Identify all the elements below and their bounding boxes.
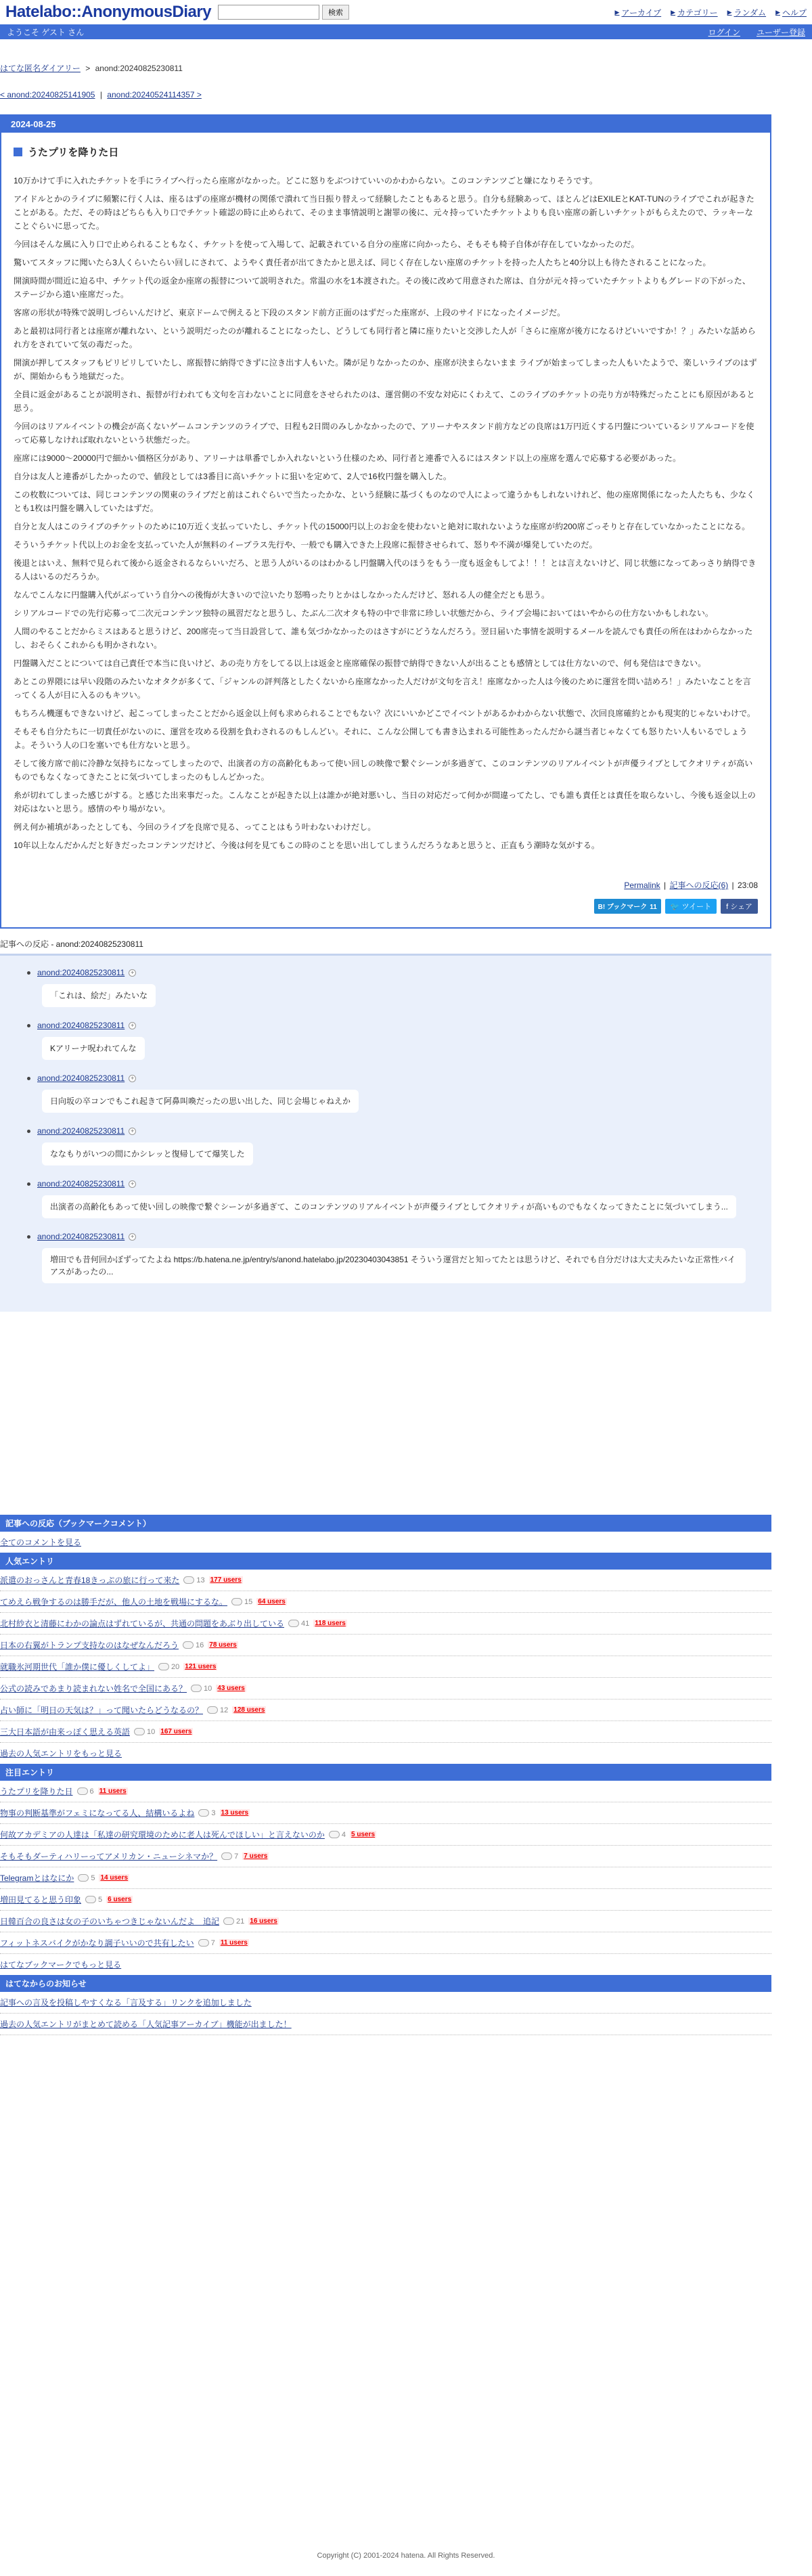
entry-link[interactable]: 記事への言及を投稿しやすくなる「言及する」リンクを追加しました [0, 1998, 252, 2007]
users-badge[interactable]: 167 users [160, 1728, 192, 1735]
site-header [0, 0, 812, 24]
entry-paragraph: 開演時間が間近に迫る中、チケット代の返金か座席の振替について説明された。常温の水を1本渡された。その後に改めて用意された席は、自分が元々持っていたチケットよりもグレードの下がった、ステージから遠い座席だった。 [14, 276, 751, 299]
reaction-item [12, 1232, 759, 1283]
speech-bubble-icon [85, 1896, 96, 1903]
prev-next-sep: | [99, 90, 102, 99]
entry-link[interactable]: 日韓百合の良さは女の子のいちゃつきじゃないんだよ 追記 [0, 1917, 220, 1926]
comment-count[interactable] [191, 1685, 212, 1693]
entry-link[interactable]: うたプリを降りた日 [0, 1787, 73, 1796]
entry-paragraph: 後退とはいえ、無料で見られて後から返金されるならいいだろ、と思う人がいるのはわかるし円盤購入代のほうをもう一度も返金もしてよ！！！とは言えないけど、同じ状態になってあっさり納得できる人はいるのだろうか。 [14, 558, 757, 581]
reactions-label: 記事への反応 - anond:20240825230811 [0, 939, 143, 949]
entry-link[interactable]: 三大日本語が由来っぽく思える英語 [0, 1727, 131, 1737]
reaction-link[interactable]: anond:20240825230811 [37, 968, 125, 977]
speech-bubble-icon [288, 1620, 299, 1627]
users-badge[interactable]: 177 users [210, 1576, 242, 1584]
permalink[interactable]: Permalink [624, 881, 660, 890]
comment-count[interactable] [198, 1809, 215, 1817]
bullet-icon [27, 1182, 30, 1186]
bookmark-label: B! ブックマーク [597, 904, 648, 911]
hatena-bookmark-button[interactable] [594, 899, 661, 914]
comment-count[interactable] [78, 1874, 95, 1882]
notable-more-row [0, 1954, 771, 1975]
comment-count[interactable] [223, 1917, 244, 1926]
comment-count[interactable] [231, 1598, 252, 1606]
entry-date: 2024-08-25 [1, 116, 770, 133]
entry-paragraph: 10年以上なんだかんだと好きだったコンテンツだけど、今後は何を見てもこの時のことを思い出してしまうんだろうなあと思うと、正直もう潮時な気がする。 [14, 841, 600, 850]
notable-list [0, 1781, 771, 1954]
reaction-item [12, 968, 759, 1007]
reaction-header [12, 1073, 759, 1083]
arrow-right-icon: ▶ [775, 8, 780, 16]
comment-count-value: 6 [89, 1787, 94, 1796]
list-item [0, 1656, 771, 1678]
entry-link[interactable]: 日本の右翼がトランプ支持なのはなぜなんだろう [0, 1641, 179, 1650]
search-box [218, 5, 349, 20]
list-item [0, 1781, 771, 1802]
reaction-text: Kアリーナ呪われてんな [42, 1037, 145, 1060]
popular-list [0, 1570, 771, 1743]
entry-link[interactable]: 増田見てると思う印象 [0, 1895, 82, 1905]
popular-more-row [0, 1743, 771, 1764]
breadcrumb-current: anond:20240825230811 [95, 64, 183, 73]
bullet-icon [27, 1024, 30, 1027]
comment-count-value: 15 [244, 1597, 253, 1606]
comment-count-value: 4 [341, 1830, 346, 1839]
entry-link[interactable]: てめえら戦争するのは勝手だが、他人の土地を戦場にするな。 [0, 1597, 228, 1607]
users-badge[interactable]: 64 users [258, 1598, 286, 1605]
tweet-label: ツイート [681, 903, 712, 911]
list-item [0, 1802, 771, 1824]
notable-more-link[interactable]: はてなブックマークでもっと見る [0, 1960, 122, 1970]
comment-count-value: 10 [204, 1684, 212, 1693]
login-link[interactable]: ログイン [708, 27, 740, 37]
entry-paragraph: 全員に返金があることが説明され、振替が行われても文句を言わないことに同意をさせられたのは、運営側の不安な対応にくわえて、このライブのチケットの売り方が特殊だったことにも原因があると思う。 [14, 390, 755, 413]
expand-icon[interactable]: + [129, 1233, 136, 1241]
list-item [0, 1591, 771, 1613]
nav-help-label: ヘルプ [782, 7, 807, 18]
speech-bubble-icon [231, 1598, 242, 1605]
entry-link[interactable]: フィットネスバイクがかなり調子いいので共有したい [0, 1938, 194, 1948]
speech-bubble-icon [78, 1874, 89, 1882]
comment-count-value: 10 [147, 1727, 156, 1736]
entry-link[interactable]: 就職氷河期世代「誰か僕に優しくしてよ」 [0, 1662, 155, 1672]
users-badge[interactable]: 5 users [351, 1831, 376, 1838]
all-comments-row [0, 1532, 771, 1553]
prev-next-nav [0, 90, 771, 99]
entry-paragraph: 今回はそんな風に入り口で止められることもなく、チケットを使って入場して、記載されている自分の座席に向かったら、そもそも椅子自体が存在していなかったのだ。 [14, 240, 639, 249]
speech-bubble-icon [207, 1706, 218, 1714]
bullet-icon [27, 1130, 30, 1133]
title-square-icon [14, 148, 22, 156]
speech-bubble-icon [191, 1685, 202, 1692]
popular-more-link[interactable]: 過去の人気エントリをもっと見る [0, 1749, 122, 1758]
top-nav [615, 7, 807, 18]
comment-count[interactable] [158, 1663, 179, 1671]
comment-count-value: 5 [98, 1895, 103, 1904]
entry-link[interactable]: 公式の読みであまり読まれない姓名で全国にある？ [0, 1684, 187, 1693]
comment-count[interactable] [77, 1787, 94, 1796]
expand-icon[interactable]: + [129, 1075, 136, 1082]
nav-help[interactable] [775, 7, 807, 18]
entry-link[interactable]: 何故アカデミアの人達は「私達の研究環境のために老人は死んでほしい」と言えないのか [0, 1830, 325, 1840]
expand-icon[interactable]: + [129, 1022, 136, 1029]
comment-count-value: 12 [220, 1706, 229, 1714]
reactions-link[interactable]: 記事への反応(6) [669, 881, 729, 890]
nav-archive[interactable] [615, 7, 662, 18]
entry-paragraph: 糸が切れてしまった感じがする。と感じた出来事だった。こんなことが起きた以上は誰かが絶対悪いし、当日の対応だって何かが間違ってたし、でも誰も責任とは責任を取らないし、今後も返金以上の対応はないと思う。感情のやり場がない。 [14, 791, 756, 814]
footer: Copyright (C) 2001-2024 hatena. All Rights Reserved. [317, 2552, 495, 2560]
users-badge[interactable]: 128 users [233, 1706, 265, 1714]
nav-category[interactable] [671, 7, 717, 18]
bookmark-count: 11 [650, 904, 657, 911]
search-button[interactable]: 検索 [322, 5, 349, 20]
bullet-icon [27, 1235, 30, 1239]
reaction-text: 日向坂の卒コンでもこれ起きて阿鼻叫喚だったの思い出した、同じ会場じゃねえか [42, 1090, 359, 1113]
reaction-header [12, 1232, 759, 1241]
user-bar [0, 24, 812, 39]
expand-icon[interactable]: + [129, 1180, 136, 1188]
prev-entry-link[interactable]: < anond:20240825141905 [0, 90, 95, 99]
entry-paragraph: あと最初は同行者とは座席が離れない、という説明だったのが離れることになったし、どうしても同行者と隣に座りたいと交渉した人が「さらに座席が後方になるけどいいですか！？」みたいな話められ方をされていて気の毒だった。 [14, 326, 756, 349]
list-item [0, 1846, 771, 1867]
comment-count[interactable] [329, 1831, 346, 1839]
users-badge[interactable]: 78 users [209, 1641, 237, 1649]
arrow-right-icon: ▶ [671, 8, 676, 16]
entry-paragraph: 自分と友人はこのライブのチケットのために10万近く支払っていたし、チケット代の15000円以上のお金を使わないと絶対に取れないような座席が約200席ごっそりと存在していなかったことになる。 [14, 522, 750, 531]
list-item [0, 1889, 771, 1911]
entry-link[interactable]: そもそもダーティハリーってアメリカン・ニューシネマか？ [0, 1852, 218, 1861]
entry-paragraph: 自分は友人と連番がしたかったので、値段としては3番目に高いチケットに狙いを定めて、2人で16枚円盤を購入した。 [14, 472, 452, 481]
comment-count[interactable] [207, 1706, 228, 1714]
comment-count-value: 41 [301, 1619, 310, 1628]
footer-sep: | [731, 881, 734, 890]
entry-link[interactable]: 過去の人気エントリがまとめて読める「人気記事アーカイブ」機能が出ました！ [0, 2020, 292, 2029]
comment-count[interactable] [134, 1728, 155, 1736]
entry-title-text: うたプリを降りた日 [28, 147, 119, 158]
entry-time: 23:08 [737, 881, 758, 890]
entry-body [1, 133, 770, 927]
comment-count-value: 21 [236, 1917, 245, 1926]
entry-paragraph: この枚数については、同じコンテンツの関東のライブだと前はこれぐらいで当たったかな、という経験に基づくものなので人によって違うかもしれないけれど、他の座席関係になった人たちも、少なくとも1枚は円盤を購入していたはずだ。 [14, 490, 755, 513]
comment-count[interactable] [288, 1620, 309, 1628]
all-comments-link[interactable]: 全てのコメントを見る [0, 1538, 82, 1547]
users-badge[interactable]: 13 users [221, 1809, 249, 1817]
entry-link[interactable]: Telegramとはなにか [0, 1873, 74, 1883]
search-input[interactable] [218, 5, 319, 20]
register-link[interactable]: ユーザー登録 [756, 27, 805, 37]
list-item [0, 1867, 771, 1889]
reaction-text: 増田でも昔何回かぼずってたよね https://b.hatena.ne.jp/entry/s/anond.hatelabo.jp/20230403043851 そういう運営だと知ってたとは思うけど、それでも自分だけは大丈夫みたいな正常性バイアスがあったの... [42, 1248, 746, 1283]
breadcrumb-home[interactable]: はてな匿名ダイアリー [0, 64, 81, 73]
entry-link[interactable]: 物事の判断基準がフェミになってる人、結構いるよね [0, 1808, 195, 1818]
reaction-header [12, 1126, 759, 1136]
list-item [0, 1613, 771, 1635]
nav-random[interactable] [727, 7, 766, 18]
users-badge[interactable]: 14 users [100, 1874, 129, 1882]
entry-paragraphs [14, 174, 758, 852]
social-buttons [14, 899, 758, 914]
reaction-text: ななもりがいつの間にかシレッと復帰してて爆笑した [42, 1142, 253, 1165]
speech-bubble-icon [183, 1641, 194, 1649]
reaction-link[interactable]: anond:20240825230811 [37, 1073, 125, 1083]
entry-paragraph: 驚いてスタッフに聞いたら3人くらいたらい回しにされて、ようやく責任者が出てきたかと思えば、同じく存在しない座席のチケットを持った人たちと40分以上も待たされることになった。 [14, 258, 711, 267]
comment-count-value: 5 [91, 1873, 95, 1882]
entry-paragraph: 人間のやることだからミスはあると思うけど、200席売って当日設営して、誰も気づかなかったのはさすがにどうなんだろう。翌日届いた事情を説明するメールを読んでも責任の所在はわからなかったし、おそらくこれからも明かされない。 [14, 627, 753, 650]
facebook-icon: f [726, 903, 729, 911]
comment-count-value: 7 [210, 1938, 215, 1947]
facebook-share-button[interactable] [721, 899, 758, 914]
list-item [0, 1570, 771, 1591]
comment-count-value: 13 [196, 1576, 205, 1584]
list-item [0, 1992, 771, 2014]
comment-count[interactable] [85, 1896, 102, 1904]
reaction-link[interactable]: anond:20240825230811 [37, 1126, 125, 1136]
entry-paragraph: もちろん機運もできないけど、起こってしまったことだから返金以上何も求められることでもない？次にいいかどこでイベントがあるかわからない状態で、次回良席確約とかも現実的じゃないわけで。 [14, 709, 756, 718]
speech-bubble-icon [198, 1809, 209, 1817]
nav-category-label: カテゴリー [677, 7, 718, 18]
entry-footer [14, 879, 758, 891]
bird-icon: 🐦 [670, 903, 680, 911]
reaction-item [12, 1179, 759, 1218]
speech-bubble-icon [329, 1831, 340, 1838]
arrow-right-icon: ▶ [727, 8, 732, 16]
users-badge[interactable]: 43 users [217, 1685, 245, 1692]
entry-link[interactable]: 派遣のおっさんと青春18きっぷの旅に行って来た [0, 1576, 180, 1585]
notable-header: 注目エントリ [0, 1764, 771, 1781]
entry-paragraph: そして後方席で前に冷静な気持ちになってしまったので、出演者の方の高齢化もあって使い回しの映像で繋ぐシーンが多過ぎて、このコンテンツのリアルイベントが声優ライブとしてクオリティが高いものでもなくなってきたことに気づいてしまったのもしんどかった。 [14, 759, 753, 782]
main-content [0, 62, 771, 2035]
reaction-item [12, 1021, 759, 1060]
entry-paragraph: そもそも自分たちに一切責任がないのに、運営を攻める役割を負わされるのもしんどい。それに、こんな公開しても書き込まれる可能性あったんだから謎当者じゃなくても怒りたい人もいるでしょうよ。そういう人の口を塞いでも仕方ないと思う。 [14, 727, 748, 750]
entry-paragraph: 10万かけて手に入れたチケットを手にライブへ行ったら座席がなかった。どこに怒りをぶつけていいのかわからない。このコンテンツごと嫌になりそうです。 [14, 176, 598, 185]
speech-bubble-icon [223, 1917, 234, 1925]
expand-icon[interactable]: + [129, 969, 136, 977]
bullet-icon [27, 971, 30, 975]
entry-paragraph: あとこの界隈には早い段階のみたいなオタクが多くて、「ジャンルの評判落としたくないから座席なかった人だけが文句を言え！座席なかった人は今後のために運営を問い詰めろ！」みたいなことを言ってくる人が目に入るのもキツい。 [14, 677, 751, 700]
list-item [0, 2014, 771, 2035]
welcome-text: ようこそ ゲスト さん [7, 27, 85, 37]
users-badge[interactable]: 11 users [220, 1939, 248, 1947]
expand-icon[interactable]: + [129, 1128, 136, 1135]
entry-paragraph: そういうチケット代以上のお金を支払っていた人が無料のイープラス先行や、一般でも購入できた上段席に振替させられて、怒りや不満が爆発していたのだ。 [14, 540, 597, 550]
entry-paragraph: シリアルコードでの先行応募って二次元コンテンツ独特の風習だなと思うし、たぶん二次オタも特の中で非常に珍しい状態だから、ライブ会場においてはいやからの仕方ないかもしれない。 [14, 608, 714, 618]
tweet-button[interactable] [665, 899, 717, 914]
comment-count-value: 20 [171, 1662, 180, 1671]
entry-paragraph: なんでこんなに円盤購入代がぶっていう自分への後悔が大きいので泣いたり怒鳴ったりとかはしなかったんだけど、怒れる人の健全だとも思う。 [14, 590, 550, 600]
speech-bubble-icon [77, 1787, 88, 1795]
comment-count[interactable] [221, 1852, 238, 1861]
users-badge[interactable]: 121 users [185, 1663, 217, 1670]
arrow-right-icon: ▶ [614, 8, 620, 16]
comment-count-value: 16 [196, 1641, 204, 1649]
list-item [0, 1721, 771, 1743]
entry-paragraph: 今回のはリアルイベントの機会が高くないゲームコンテンツのライブで、日程も2日間のみしかなかったので、アリーナやスタンド前方などの良席は1万円近くする円盤についているシリアルコードを使って応募しなければ取れないという状態だった。 [14, 422, 754, 445]
bookmark-comments-header: 記事への反応（ブックマークコメント） [0, 1515, 771, 1532]
reaction-link[interactable]: anond:20240825230811 [37, 1021, 125, 1030]
breadcrumb-sep: > [85, 64, 91, 73]
reaction-header [12, 968, 759, 977]
notice-header: はてなからのお知らせ [0, 1975, 771, 1992]
speech-bubble-icon [198, 1939, 209, 1947]
list-item [0, 1932, 771, 1954]
speech-bubble-icon [134, 1728, 145, 1735]
users-badge[interactable]: 118 users [315, 1620, 346, 1627]
nav-archive-label: アーカイブ [621, 7, 662, 18]
users-badge[interactable]: 11 users [99, 1787, 127, 1795]
reactions-list [0, 954, 771, 1312]
reaction-item [12, 1073, 759, 1113]
users-badge[interactable]: 6 users [108, 1896, 132, 1903]
entry-link[interactable]: 北村紗衣と清藤にわかの論点はずれているが、共通の問題をあぶり出している [0, 1619, 285, 1628]
list-item [0, 1678, 771, 1700]
bookmark-comments-section [0, 1515, 771, 2035]
entry-paragraph: 例え何か補填があったとしても、今回のライブを良席で見る、ってことはもう叶わないわけだし。 [14, 822, 376, 832]
reaction-header [12, 1179, 759, 1189]
share-label: シェア [730, 903, 752, 911]
comment-count-value: 7 [234, 1852, 239, 1861]
comment-count[interactable] [183, 1641, 204, 1649]
entry-paragraph: アイドルとかのライブに頻繁に行く人は、座るはずの座席が機材の関係で潰れて当日振り替えって経験したこともあると思う。自分も経験あって、ほとんどはEXILEとKAT-TUNのライブでこれが起きたことがある。ただ、その時はどちらも入り口でチケット確認の時に止められて、そのまま事情説明と謝罪の後に、元々持っていたチケットよりも良い座席の新しいチケットがもらえたので、ラッキーなことぐらいに思ってた。 [14, 194, 754, 231]
reaction-link[interactable]: anond:20240825230811 [37, 1232, 125, 1241]
popular-header: 人気エントリ [0, 1553, 771, 1570]
entry [0, 114, 771, 929]
footer-sep: | [664, 881, 667, 890]
users-badge[interactable]: 16 users [250, 1917, 277, 1925]
list-item [0, 1911, 771, 1932]
breadcrumb [0, 62, 771, 74]
reaction-header [12, 1021, 759, 1030]
comment-count-value: 3 [211, 1808, 216, 1817]
entry-paragraph: 円盤購入だことについては自己責任で本当に良いけど、あの売り方をしてる以上は返金と座席確保の振替で納得できない人が出ることも感情としては仕方ないので、何も発信はできない。 [14, 659, 706, 668]
entry-title [14, 145, 758, 159]
reaction-item [12, 1126, 759, 1165]
comment-count[interactable] [183, 1576, 204, 1584]
site-logo[interactable]: Hatelabo::AnonymousDiary [5, 3, 212, 21]
speech-bubble-icon [183, 1576, 194, 1584]
nav-random-label: ランダム [734, 7, 767, 18]
speech-bubble-icon [158, 1663, 169, 1670]
list-item [0, 1700, 771, 1721]
entry-link[interactable]: 占い師に「明日の天気は？」って聞いたらどうなるの？ [0, 1706, 204, 1715]
next-entry-link[interactable]: anond:20240524114357 > [107, 90, 202, 99]
notice-list [0, 1992, 771, 2035]
reaction-link[interactable]: anond:20240825230811 [37, 1179, 125, 1189]
list-item [0, 1824, 771, 1846]
entry-paragraph: 客席の形状が特殊で説明しづらいんだけど、東京ドームで例えると下段のスタンド前方正面のはずだった座席が、上段のサイドになったイメージだ。 [14, 308, 566, 317]
speech-bubble-icon [221, 1852, 232, 1860]
list-item [0, 1635, 771, 1656]
entry-paragraph: 座席には9000〜20000円で細かい価格区分があり、アリーナは単番でしか入れないという仕様のため、同行者と連番で入るにはスタンド以上の座席を選んで応募する必要があった。 [14, 453, 681, 463]
reaction-text: 出演者の高齢化もあって使い回しの映像で繋ぐシーンが多過ぎて、このコンテンツのリアルイベントが声優ライブとしてクオリティが高いものでもなくなってきたことに気づいてしまう... [42, 1195, 736, 1218]
users-badge[interactable]: 7 users [244, 1852, 268, 1860]
comment-count[interactable] [198, 1939, 215, 1947]
entry-paragraph: 開演が押してスタッフもピリピリしていたし、席振替に納得できずに泣き出す人もいた。隣が足りなかったのか、座席が決まらないまま ライブが始まってしまった人もいたようで、楽しいライブのはずが、開始からもう地獄だった。 [14, 358, 757, 381]
bullet-icon [27, 1077, 30, 1080]
reaction-text: 「これは、絵だ」みたいな [42, 984, 156, 1007]
